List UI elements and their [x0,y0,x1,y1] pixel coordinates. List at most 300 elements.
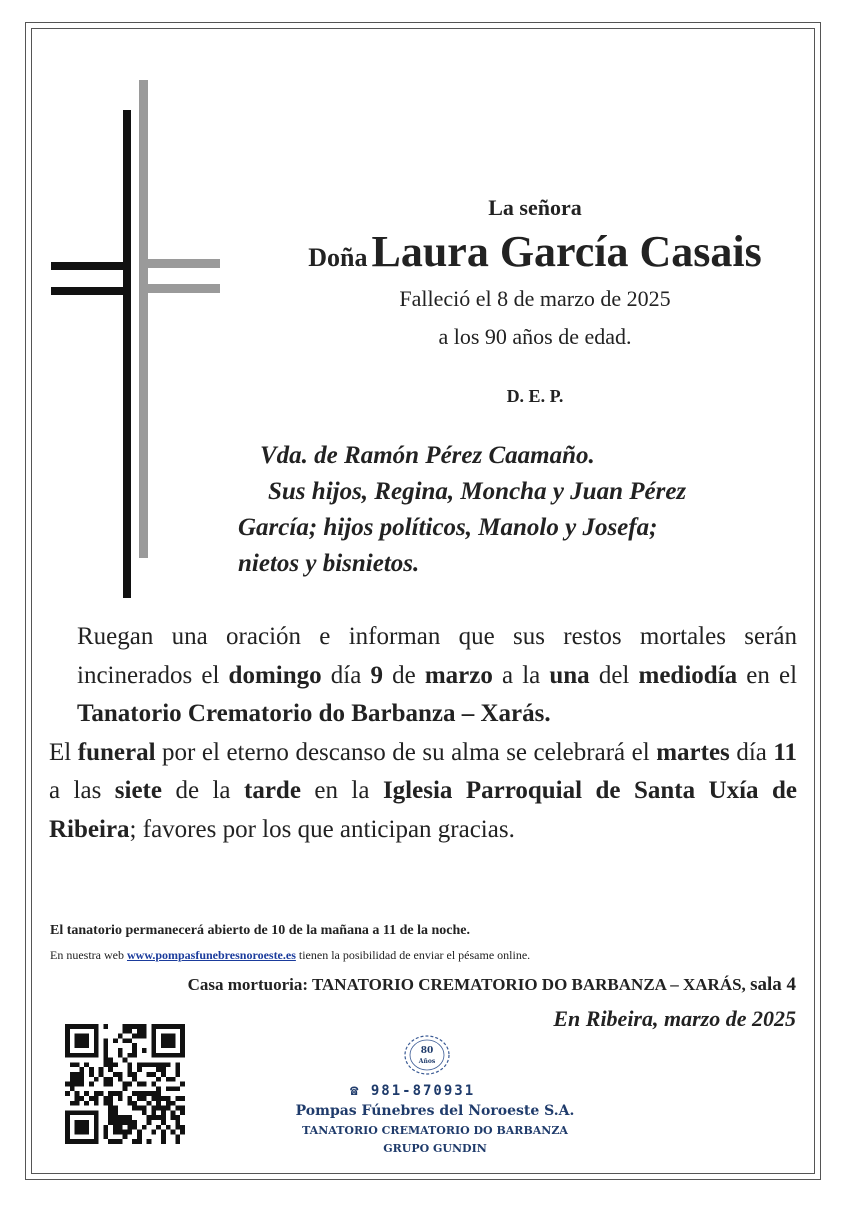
qr-module [132,1091,137,1096]
qr-module [156,1024,161,1029]
qr-module [79,1067,84,1072]
qr-module [75,1096,80,1101]
room-number: sala 4 [750,974,796,995]
qr-module [151,1130,156,1135]
text-run: día [321,661,371,689]
cross-black-horizontal-upper [51,262,131,270]
qr-module [132,1120,137,1125]
qr-module [118,1096,123,1101]
qr-module [79,1043,84,1048]
qr-module [151,1043,156,1048]
qr-module [166,1053,171,1058]
qr-module [175,1139,180,1144]
qr-module [94,1115,99,1120]
qr-module [127,1024,132,1029]
qr-module [84,1062,89,1067]
qr-module [108,1096,113,1101]
qr-module [127,1029,132,1034]
qr-module [156,1067,161,1072]
qr-module [127,1082,132,1087]
qr-module [84,1038,89,1043]
qr-module [65,1125,70,1130]
qr-module [175,1053,180,1058]
qr-module [94,1024,99,1029]
qr-module [156,1115,161,1120]
qr-module [118,1034,123,1039]
qr-module [118,1139,123,1144]
qr-module [161,1034,166,1039]
qr-module [113,1120,118,1125]
qr-module [70,1082,75,1087]
qr-module [70,1139,75,1144]
qr-module [161,1053,166,1058]
qr-module [113,1130,118,1135]
funeral-afternoon: tarde [244,777,301,804]
qr-module [156,1106,161,1111]
qr-module [108,1106,113,1111]
deceased-name: Laura García Casais [371,227,762,276]
qr-module [79,1038,84,1043]
qr-module [89,1067,94,1072]
qr-module [79,1125,84,1130]
qr-module [94,1101,99,1106]
qr-module [137,1067,142,1072]
phone-number: ☎ 981-870931 [350,1083,476,1099]
cross-gray-vertical [139,80,148,558]
funeral-home-line [188,974,796,996]
qr-module [103,1053,108,1058]
qr-module [166,1024,171,1029]
qr-module [161,1130,166,1135]
qr-module [118,1048,123,1053]
qr-module [84,1091,89,1096]
qr-module [94,1043,99,1048]
qr-module [161,1120,166,1125]
qr-module [166,1101,171,1106]
qr-module [84,1130,89,1135]
qr-module [70,1072,75,1077]
qr-module [113,1072,118,1077]
qr-module [103,1134,108,1139]
qr-module [75,1034,80,1039]
qr-module [132,1106,137,1111]
qr-module [175,1120,180,1125]
qr-module [132,1077,137,1082]
qr-module [166,1077,171,1082]
qr-module [171,1034,176,1039]
qr-module [65,1034,70,1039]
qr-module [118,1091,123,1096]
qr-module [166,1062,171,1067]
qr-module [123,1038,128,1043]
qr-module [175,1024,180,1029]
qr-module [156,1125,161,1130]
qr-module [79,1082,84,1087]
qr-module [108,1062,113,1067]
funeral-paragraph [49,734,797,850]
qr-module [127,1062,132,1067]
cross-gray-horizontal [139,259,220,268]
qr-module [123,1024,128,1029]
qr-module [123,1082,128,1087]
qr-module [166,1106,171,1111]
qr-module [113,1115,118,1120]
qr-module [94,1029,99,1034]
text-run: de [382,661,425,689]
qr-module [180,1048,185,1053]
qr-module [123,1120,128,1125]
qr-module [89,1096,94,1101]
family-list [238,438,798,582]
funeral-church: Iglesia Parroquial de Santa Uxía de Ribeira [49,777,798,843]
qr-module [89,1024,94,1029]
qr-module [151,1062,156,1067]
qr-module [75,1053,80,1058]
qr-module [103,1062,108,1067]
qr-module [142,1096,147,1101]
text-run: en la [300,777,383,804]
qr-module [84,1110,89,1115]
qr-module [108,1115,113,1120]
qr-module [151,1072,156,1077]
funeral-day: 11 [773,738,798,766]
text-run: ; favores por los que anticipan gracias. [129,815,515,843]
qr-module [171,1110,176,1115]
funeral-word: funeral [77,738,156,766]
qr-module [65,1139,70,1144]
qr-module [123,1130,128,1135]
website-link[interactable]: www.pompasfunebresnoroeste.es [126,948,296,962]
qr-module [103,1101,108,1106]
qr-module [156,1077,161,1082]
cremation-hour: una [549,661,590,689]
qr-module [65,1029,70,1034]
qr-module [151,1106,156,1111]
qr-module [132,1024,137,1029]
qr-module [70,1024,75,1029]
ceremony-text [49,618,797,849]
qr-module [84,1120,89,1125]
qr-module [70,1053,75,1058]
qr-module [175,1062,180,1067]
qr-module [156,1062,161,1067]
qr-module [65,1120,70,1125]
qr-module [108,1077,113,1082]
qr-module [113,1110,118,1115]
qr-module [79,1053,84,1058]
cremation-paragraph [49,618,797,734]
qr-module [127,1120,132,1125]
qr-module [132,1125,137,1130]
qr-module [132,1072,137,1077]
qr-module [180,1130,185,1135]
qr-module [79,1120,84,1125]
qr-module [147,1115,152,1120]
qr-module [94,1130,99,1135]
qr-module [180,1024,185,1029]
company-name: Pompas Fúnebres del Noroeste S.A. [295,1103,575,1119]
text-run: Ruegan una oración e informan que sus restos mortales serán incinerados el [77,623,797,689]
qr-module [137,1096,142,1101]
qr-module [161,1024,166,1029]
qr-module [118,1125,123,1130]
qr-module [75,1024,80,1029]
qr-module [75,1139,80,1144]
qr-module [142,1034,147,1039]
qr-module [70,1062,75,1067]
cremation-month: marzo [424,661,493,689]
qr-module [70,1110,75,1115]
qr-module [108,1091,113,1096]
qr-module [127,1115,132,1120]
qr-module [89,1053,94,1058]
qr-module [65,1130,70,1135]
qr-module [108,1110,113,1115]
qr-module [94,1139,99,1144]
qr-module [142,1110,147,1115]
qr-module [127,1072,132,1077]
qr-module [118,1077,123,1082]
qr-module [123,1029,128,1034]
qr-module [79,1130,84,1135]
qr-module [147,1072,152,1077]
qr-module [75,1130,80,1135]
qr-module [151,1038,156,1043]
qr-module [151,1034,156,1039]
qr-module [142,1029,147,1034]
qr-module [103,1058,108,1063]
qr-module [103,1077,108,1082]
qr-module [127,1130,132,1135]
qr-module [137,1106,142,1111]
web-note [50,948,530,963]
text-run: día [729,738,774,766]
qr-code-icon[interactable] [65,1024,185,1144]
cross-black-vertical [123,110,131,598]
qr-module [127,1067,132,1072]
qr-module [113,1139,118,1144]
dep-text: D. E. P. [506,386,564,406]
qr-module [137,1091,142,1096]
cremation-day: 9 [370,661,383,689]
qr-module [147,1091,152,1096]
qr-module [142,1082,147,1087]
qr-module [118,1072,123,1077]
qr-module [84,1053,89,1058]
qr-module [161,1062,166,1067]
honorific: Doña [308,243,368,272]
cross-black-horizontal-lower [51,287,131,295]
qr-module [142,1024,147,1029]
qr-module [84,1101,89,1106]
qr-module [161,1067,166,1072]
qr-module [180,1082,185,1087]
qr-module [137,1139,142,1144]
qr-module [166,1038,171,1043]
qr-module [113,1062,118,1067]
qr-module [161,1072,166,1077]
qr-module [175,1096,180,1101]
qr-module [171,1130,176,1135]
qr-module [118,1120,123,1125]
qr-module [137,1082,142,1087]
laurel-logo-icon [401,1033,453,1079]
age: a los 90 años de edad. [438,324,632,349]
qr-module [79,1139,84,1144]
qr-module [113,1125,118,1130]
text-run: en el [737,661,798,689]
qr-module [151,1091,156,1096]
text-run: a las [49,777,115,804]
qr-module [65,1115,70,1120]
qr-module [180,1106,185,1111]
death-date: Falleció el 8 de marzo de 2025 [399,286,671,311]
qr-module [132,1139,137,1144]
qr-module [127,1096,132,1101]
qr-module [108,1120,113,1125]
logo-years: Años [418,1058,436,1065]
qr-module [137,1034,142,1039]
qr-module [103,1096,108,1101]
text-run: del [589,661,639,689]
qr-module [65,1048,70,1053]
family-line-4: nietos y bisnietos. [238,550,420,577]
qr-module [161,1110,166,1115]
qr-module [75,1101,80,1106]
qr-module [161,1134,166,1139]
qr-module [151,1115,156,1120]
qr-module [156,1086,161,1091]
qr-module [156,1053,161,1058]
qr-module [137,1134,142,1139]
qr-module [156,1091,161,1096]
qr-module [127,1038,132,1043]
qr-module [84,1043,89,1048]
qr-module [89,1082,94,1087]
qr-module [166,1096,171,1101]
qr-module [75,1082,80,1087]
qr-module [108,1101,113,1106]
qr-module [94,1096,99,1101]
qr-module [94,1038,99,1043]
qr-module [65,1038,70,1043]
qr-module [113,1106,118,1111]
family-line-2: Sus hijos, Regina, Moncha y Juan Pérez [268,478,687,505]
qr-module [180,1038,185,1043]
text-run: En nuestra web [50,948,127,962]
qr-module [166,1125,171,1130]
qr-module [132,1101,137,1106]
qr-module [108,1082,113,1087]
qr-module [142,1125,147,1130]
qr-module [161,1043,166,1048]
qr-module [166,1034,171,1039]
qr-module [161,1038,166,1043]
qr-module [89,1110,94,1115]
cremation-weekday: domingo [228,661,322,689]
qr-module [94,1077,99,1082]
qr-module [171,1086,176,1091]
text-run: de la [161,777,244,804]
qr-module [137,1029,142,1034]
qr-module [75,1110,80,1115]
qr-module [137,1062,142,1067]
qr-module [118,1130,123,1135]
cross-gray-horizontal-lower [139,284,220,293]
qr-module [65,1134,70,1139]
qr-module [75,1038,80,1043]
qr-module [161,1106,166,1111]
qr-module [123,1086,128,1091]
qr-module [79,1077,84,1082]
qr-module [103,1082,108,1087]
qr-module [70,1086,75,1091]
deceased-name-line [250,226,820,277]
place-date: En Ribeira, marzo de 2025 [553,1006,796,1031]
qr-module [180,1096,185,1101]
qr-module [75,1125,80,1130]
title-prefix: La señora [488,195,582,220]
qr-module [151,1110,156,1115]
qr-module [84,1139,89,1144]
qr-module [142,1048,147,1053]
qr-module [175,1106,180,1111]
qr-module [171,1038,176,1043]
qr-module [70,1077,75,1082]
qr-module [75,1043,80,1048]
qr-module [180,1053,185,1058]
qr-module [118,1115,123,1120]
family-line-1: Vda. de Ramón Pérez Caamaño. [260,442,595,469]
qr-module [161,1096,166,1101]
qr-module [118,1053,123,1058]
qr-module [151,1029,156,1034]
qr-module [103,1038,108,1043]
qr-module [175,1086,180,1091]
qr-module [65,1024,70,1029]
qr-module [99,1072,104,1077]
qr-module [175,1134,180,1139]
qr-module [171,1115,176,1120]
qr-module [142,1106,147,1111]
qr-module [94,1053,99,1058]
qr-module [175,1125,180,1130]
qr-module [79,1096,84,1101]
qr-module [75,1077,80,1082]
qr-module [123,1134,128,1139]
funeral-hour: siete [114,777,162,804]
qr-module [65,1043,70,1048]
company-line-3: GRUPO GUNDIN [383,1142,487,1155]
qr-module [75,1062,80,1067]
qr-module [75,1120,80,1125]
qr-module [94,1134,99,1139]
qr-module [108,1058,113,1063]
qr-module [127,1101,132,1106]
qr-module [156,1096,161,1101]
qr-module [147,1120,152,1125]
qr-module [65,1053,70,1058]
qr-module [65,1082,70,1087]
qr-module [99,1067,104,1072]
qr-module [161,1115,166,1120]
qr-module [142,1062,147,1067]
text-run: El [49,738,78,766]
text-run: a la [492,661,550,689]
qr-module [89,1139,94,1144]
qr-module [103,1024,108,1029]
qr-module [147,1101,152,1106]
